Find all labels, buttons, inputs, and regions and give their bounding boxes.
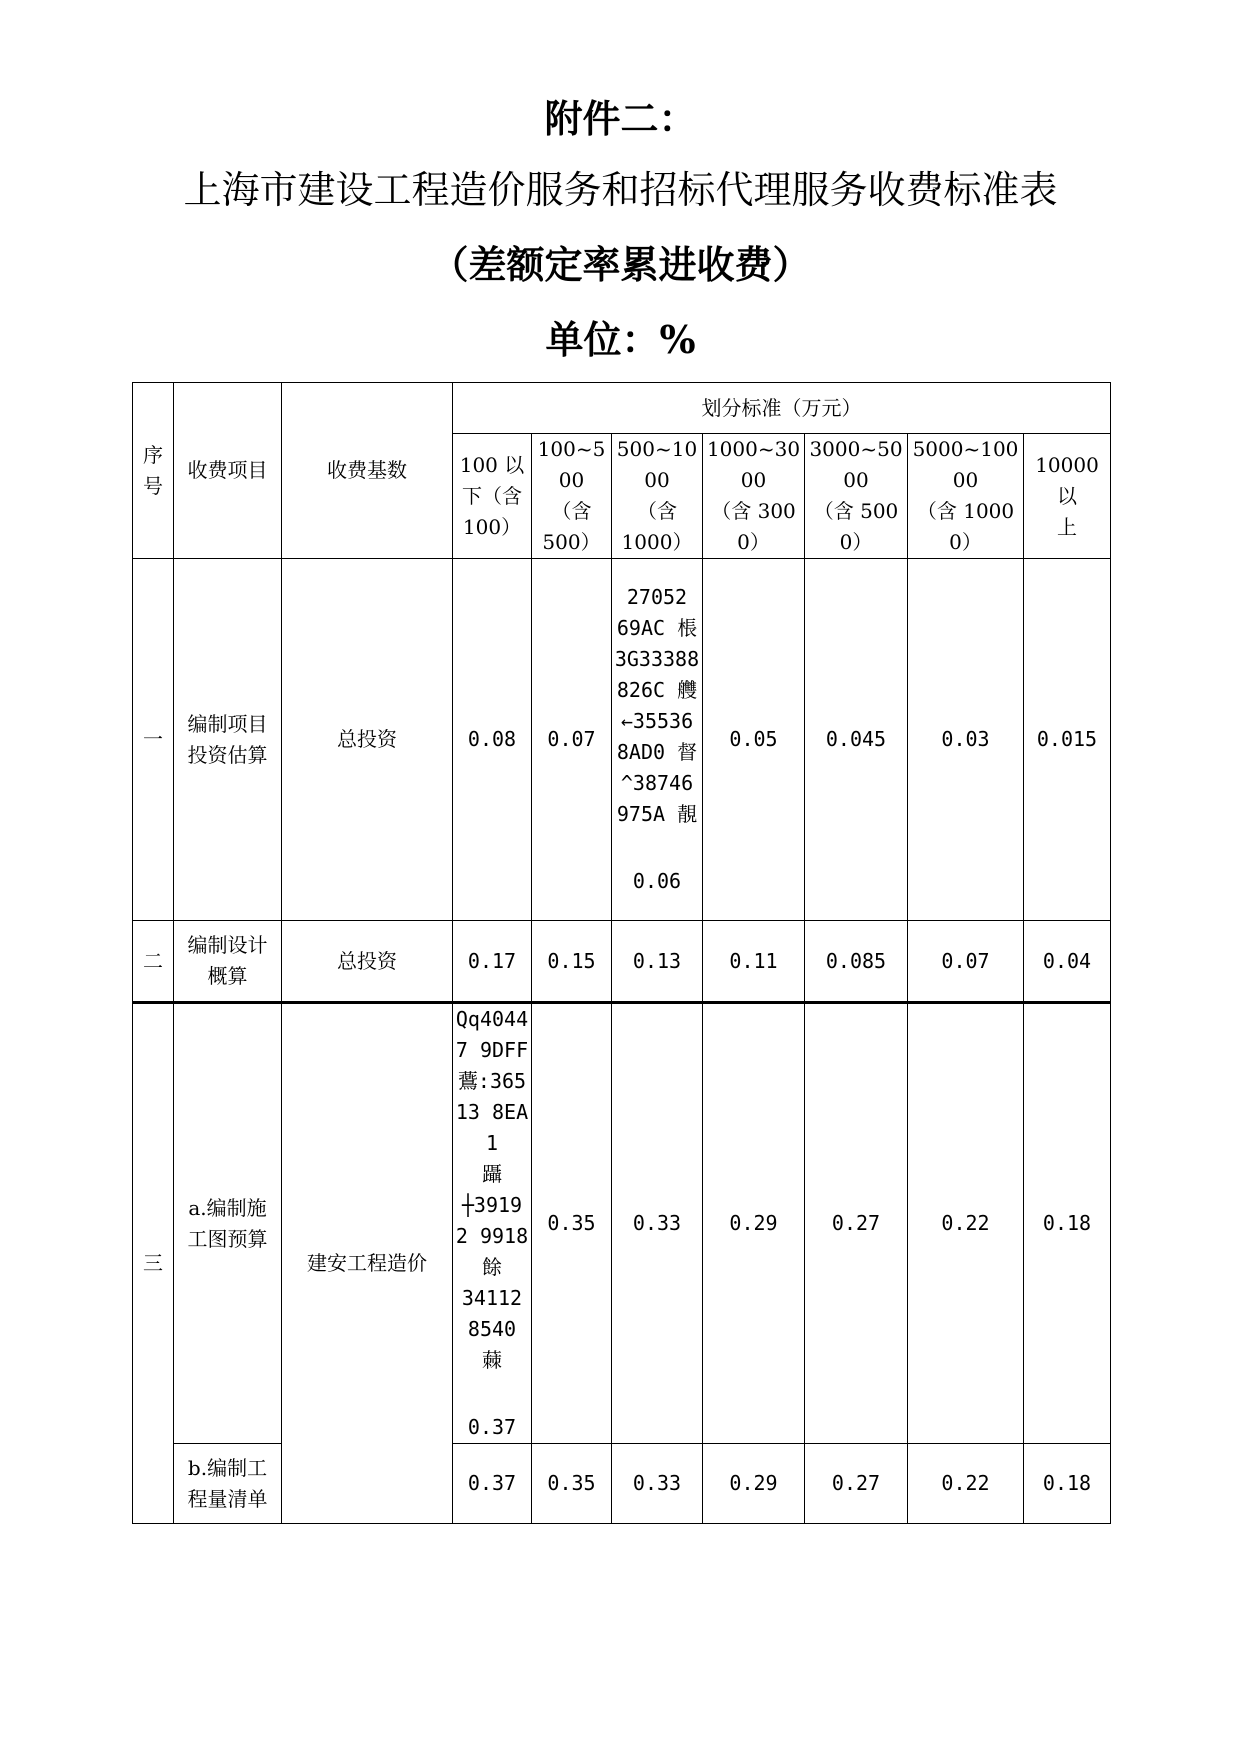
range-header: 1000~3000 （含 3000） <box>703 434 805 559</box>
row-seq: 二 <box>133 921 174 1003</box>
rate-cell: 0.05 <box>703 559 805 921</box>
rate-cell: 0.15 <box>532 921 612 1003</box>
row-seq: 一 <box>133 559 174 921</box>
rate-cell: 0.085 <box>805 921 908 1003</box>
header-seq: 序 号 <box>133 383 174 559</box>
rate-cell: 0.35 <box>532 1003 612 1444</box>
rate-cell: 0.13 <box>612 921 703 1003</box>
range-header: 5000~10000 （含 10000） <box>908 434 1024 559</box>
rate-cell: 0.29 <box>703 1444 805 1524</box>
unit-label: 单位：% <box>545 317 696 362</box>
row-item: b.编制工 程量清单 <box>174 1444 282 1524</box>
table-row <box>133 1444 1111 1524</box>
rate-cell: 0.045 <box>805 559 908 921</box>
row-base: 总投资 <box>282 559 453 921</box>
document-subtitle: （差额定率累进收费） <box>430 242 811 287</box>
rate-cell: 0.11 <box>703 921 805 1003</box>
rate-cell: 0.015 <box>1024 559 1111 921</box>
row-seq: 三 <box>133 1003 174 1524</box>
garbled-rate-cell: 27052 69AC 棖 3G33388 826C 艭 ←35536 8AD0 督 ^38746 975A 靚 0.06 <box>612 559 703 921</box>
rate-cell: 0.17 <box>453 921 532 1003</box>
rate-cell: 0.33 <box>612 1444 703 1524</box>
rate-cell: 0.37 <box>453 1444 532 1524</box>
row-base: 建安工程造价 <box>282 1003 453 1524</box>
rate-cell: 0.08 <box>453 559 532 921</box>
document-title: 上海市建设工程造价服务和招标代理服务收费标准表 <box>183 168 1058 212</box>
rate-cell: 0.07 <box>532 559 612 921</box>
range-header: 100~500 （含 500） <box>532 434 612 559</box>
rate-cell: 0.07 <box>908 921 1024 1003</box>
rate-cell: 0.27 <box>805 1444 908 1524</box>
header-row-top <box>133 383 1111 434</box>
fee-standard-table <box>132 382 1111 1524</box>
table-row <box>133 559 1111 921</box>
row-base: 总投资 <box>282 921 453 1003</box>
range-header: 500~1000 （含 1000） <box>612 434 703 559</box>
rate-cell: 0.22 <box>908 1003 1024 1444</box>
rate-cell: 0.18 <box>1024 1003 1111 1444</box>
row-item: a.编制施 工图预算 <box>174 1003 282 1444</box>
table-row <box>133 1003 1111 1444</box>
garbled-rate-cell: Qq4044 7 9DFF 鷰:365 13 8EA1 躡 ┼3919 2 9918 餘 34112 8540 蕀 0.37 <box>453 1003 532 1444</box>
rate-cell: 0.18 <box>1024 1444 1111 1524</box>
rate-cell: 0.04 <box>1024 921 1111 1003</box>
header-base: 收费基数 <box>282 383 453 559</box>
range-header: 3000~5000 （含 5000） <box>805 434 908 559</box>
range-header: 10000 以 上 <box>1024 434 1111 559</box>
rate-cell: 0.22 <box>908 1444 1024 1524</box>
header-division: 划分标准（万元） <box>453 383 1111 434</box>
row-item: 编制项目 投资估算 <box>174 559 282 921</box>
table-row <box>133 921 1111 1003</box>
rate-cell: 0.27 <box>805 1003 908 1444</box>
attachment-title: 附件二： <box>544 96 697 141</box>
range-header: 100 以 下（含 100） <box>453 434 532 559</box>
rate-cell: 0.29 <box>703 1003 805 1444</box>
header-item: 收费项目 <box>174 383 282 559</box>
row-item: 编制设计 概算 <box>174 921 282 1003</box>
rate-cell: 0.33 <box>612 1003 703 1444</box>
rate-cell: 0.03 <box>908 559 1024 921</box>
rate-cell: 0.35 <box>532 1444 612 1524</box>
